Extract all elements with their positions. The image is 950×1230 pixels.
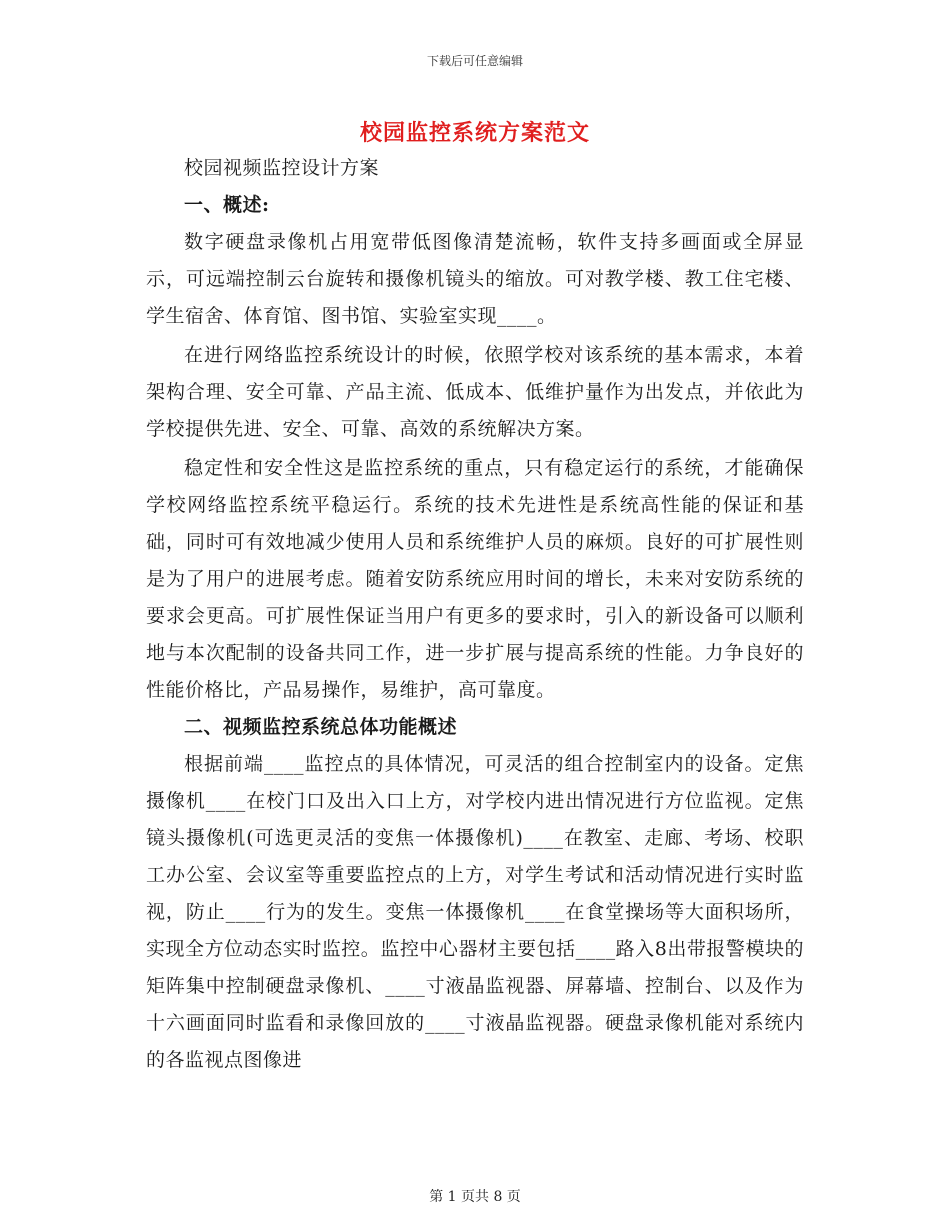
paragraph-1: 数字硬盘录像机占用宽带低图像清楚流畅，软件支持多画面或全屏显示，可远端控制云台旋转和摄像机镜头的缩放。可对教学楼、教工住宅楼、学生宿舍、体育馆、图书馆、实验室实现____。 [146,231,804,327]
section-heading-overview: 一、概述: [184,194,270,216]
document-subtitle: 校园视频监控设计方案 [184,157,380,179]
paragraph-3: 稳定性和安全性这是监控系统的重点，只有稳定运行的系统，才能确保学校网络监控系统平稳运行。系统的技术先进性是系统高性能的保证和基础，同时可有效地减少使用人员和系统维护人员的麻烦。良好的可扩展性则是为了用户的进展考虑。随着安防系统应用时间的增长，未来对安防系统的要求会更高。可扩展性保证当用户有更多的要求时，引入的新设备可以顺利地与本次配制的设备共同工作，进一步扩展与提高系统的性能。力争良好的性能价格比，产品易操作，易维护，高可靠度。 [146,457,804,701]
paragraph-4: 根据前端____监控点的具体情况，可灵活的组合控制室内的设备。定焦摄像机____在校门口及出入口上方，对学校内进出情况进行方位监视。定焦镜头摄像机(可选更灵活的变焦一体摄像机)____在教室、走廊、考场、校职工办公室、会议室等重要监控点的上方，对学生考试和活动情况进行实时监视，防止____行为的发生。变焦一体摄像机____在食堂操场等大面积场所，实现全方位动态实时监控。监控中心器材主要包括____路入8出带报警模块的矩阵集中控制硬盘录像机、____寸液晶监视器、屏幕墙、控制台、以及作为十六画面同时监看和录像回放的____寸液晶监视器。硬盘录像机能对系统内的各监视点图像进 [146,753,804,1071]
document-body [146,150,804,1079]
page-header: 下载后可任意编辑 [426,54,523,68]
section-heading-functions: 二、视频监控系统总体功能概述 [184,716,458,738]
document-title: 校园监控系统方案范文 [359,120,590,146]
page-footer: 第 1 页共 8 页 [429,1189,521,1205]
paragraph-2: 在进行网络监控系统设计的时候，依照学校对该系统的基本需求，本着架构合理、安全可靠、产品主流、低成本、低维护量作为出发点，并依此为学校提供先进、安全、可靠、高效的系统解决方案。 [146,344,804,440]
